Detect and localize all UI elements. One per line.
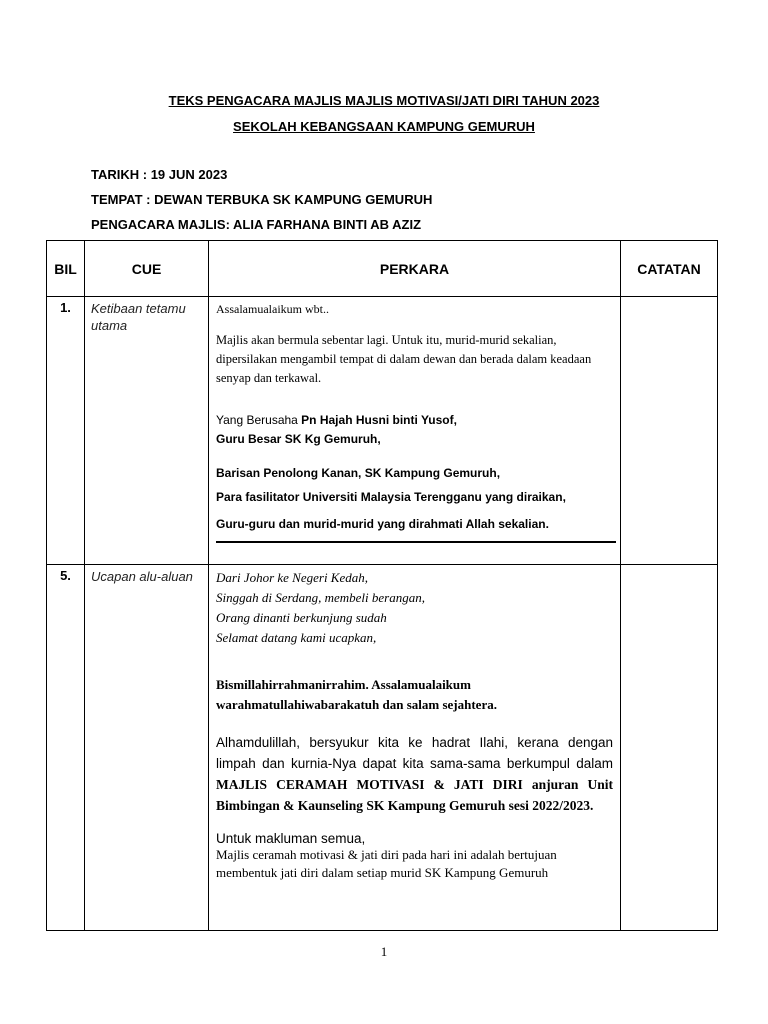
- table-header-row: [47, 241, 718, 297]
- pantun-line: Singgah di Serdang, membeli berangan,: [216, 590, 425, 605]
- row-number: 1.: [47, 297, 85, 565]
- row-number: 5.: [47, 565, 85, 931]
- row-perkara: [209, 297, 621, 565]
- welcome-text: Alhamdulillah, bersyukur kita ke hadrat Ilahi, kerana dengan limpah dan kurnia-Nya dapat kita sama-sama berkumpul dalam: [216, 735, 613, 771]
- guest-line-barisan: Barisan Penolong Kanan, SK Kampung Gemuruh,: [216, 466, 501, 480]
- guest-prefix: Yang Berusaha: [216, 413, 302, 427]
- pantun-line: Dari Johor ke Negeri Kedah,: [216, 570, 369, 585]
- header-cue: CUE: [85, 241, 209, 297]
- guest-line-fasilitator: Para fasilitator Universiti Malaysia Terengganu yang diraikan,: [216, 490, 566, 504]
- guest-line-guru: Guru-guru dan murid-murid yang dirahmati Allah sekalian.: [216, 517, 549, 531]
- announcement-text: Majlis akan bermula sebentar lagi. Untuk itu, murid-murid sekalian, dipersilakan mengambil tempat di dalam dewan dan berada dalam keadaan senyap dan terkawal.: [216, 333, 592, 385]
- guest-line: [216, 411, 613, 430]
- pantun-line: Selamat datang kami ucapkan,: [216, 630, 377, 645]
- row-perkara: [209, 565, 621, 931]
- opening-greeting: Bismillahirrahmanirrahim. Assalamualaikum warahmatullahiwabarakatuh dan salam sejahtera.: [216, 677, 497, 712]
- pantun-line: Orang dinanti berkunjung sudah: [216, 610, 387, 625]
- event-name: MAJLIS CERAMAH MOTIVASI & JATI DIRI anjuran Unit Bimbingan & Kaunseling SK Kampung Gemuruh sesi 2022/2023.: [216, 777, 613, 813]
- event-date: TARIKH : 19 JUN 2023: [91, 167, 228, 182]
- purpose-text: Majlis ceramah motivasi & jati diri pada hari ini adalah bertujuan membentuk jati diri dalam setiap murid SK Kampung Gemuruh: [216, 847, 557, 880]
- table-row: [47, 297, 718, 565]
- header-bil: BIL: [47, 241, 85, 297]
- row-cue: Ketibaan tetamu utama: [85, 297, 209, 565]
- page-number: 1: [380, 944, 388, 959]
- welcome-paragraph: [216, 732, 613, 816]
- pantun: [216, 568, 613, 648]
- table-row: [47, 565, 718, 931]
- program-table: [46, 240, 718, 931]
- school-name: SEKOLAH KEBANGSAAN KAMPUNG GEMURUH: [233, 119, 535, 134]
- row-catatan: [621, 565, 718, 931]
- greeting-text: Assalamualaikum wbt..: [216, 302, 329, 316]
- guest-title: Guru Besar SK Kg Gemuruh,: [216, 432, 381, 446]
- info-heading: Untuk makluman semua,: [216, 831, 366, 846]
- document-title: TEKS PENGACARA MAJLIS MAJLIS MOTIVASI/JATI DIRI TAHUN 2023: [168, 93, 600, 108]
- row-catatan: [621, 297, 718, 565]
- row-cue: Ucapan alu-aluan: [85, 565, 209, 931]
- emcee-name: PENGACARA MAJLIS: ALIA FARHANA BINTI AB AZIZ: [91, 217, 422, 232]
- header-catatan: CATATAN: [621, 241, 718, 297]
- event-venue: TEMPAT : DEWAN TERBUKA SK KAMPUNG GEMURUH: [91, 192, 433, 207]
- guest-name: Pn Hajah Husni binti Yusof,: [301, 413, 457, 427]
- header-perkara: PERKARA: [209, 241, 621, 297]
- section-divider: [216, 541, 616, 543]
